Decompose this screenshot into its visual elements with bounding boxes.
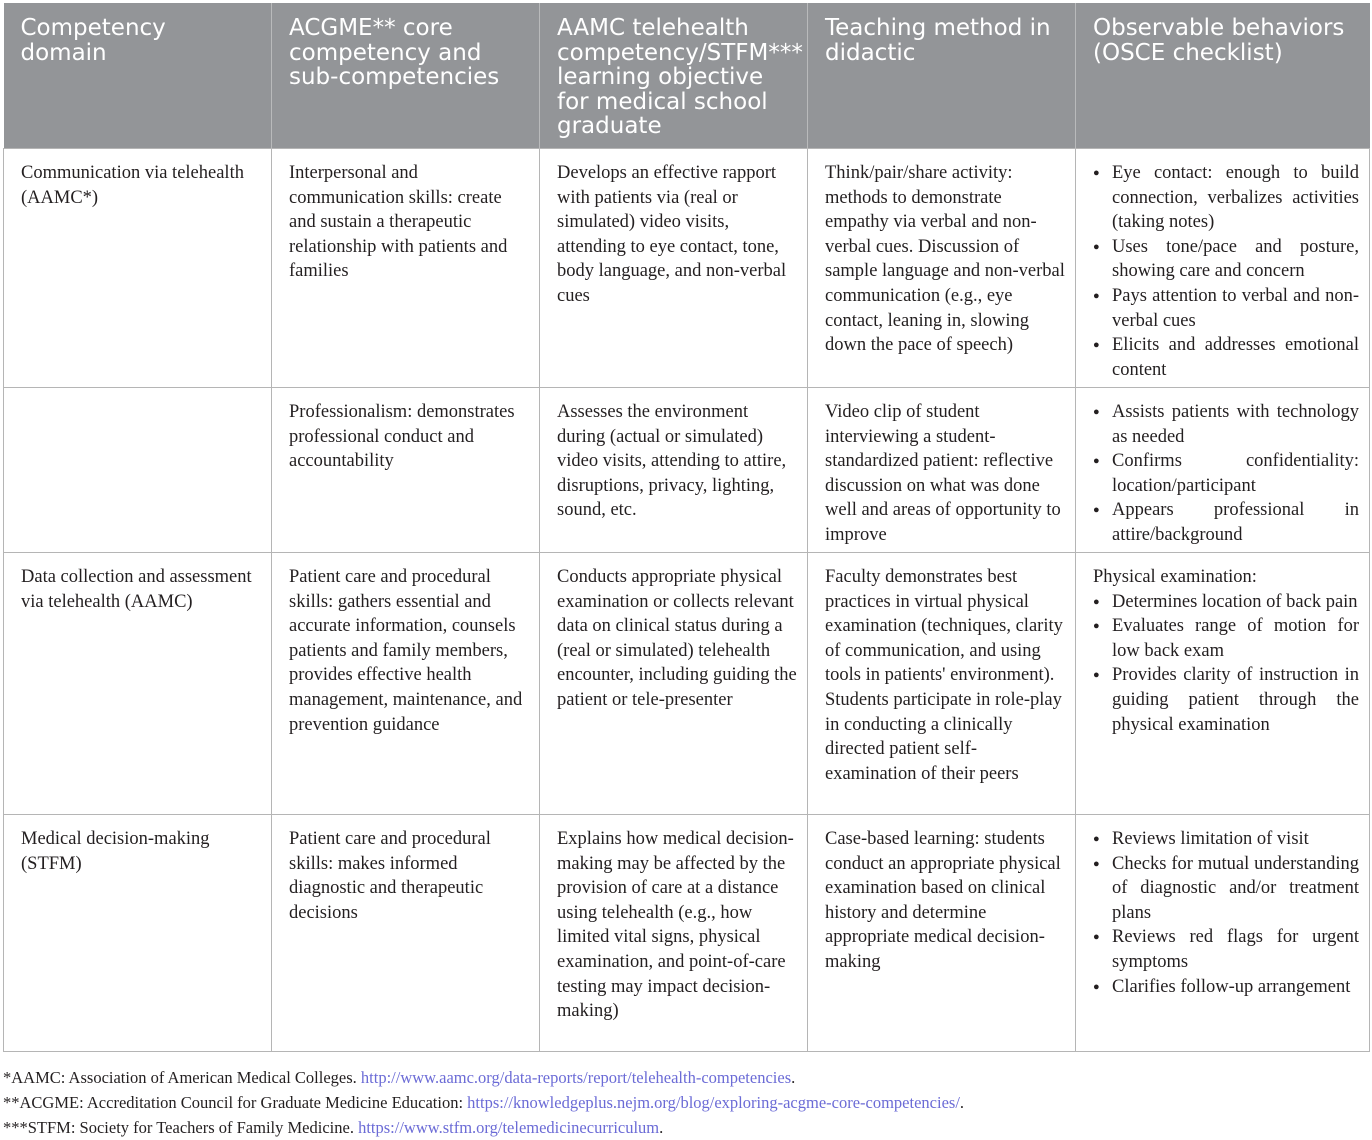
behavior-item: ● Reviews limitation of visit xyxy=(1093,827,1359,852)
behavior-item: ● Eye contact: enough to build connection, verbalizes activities (taking notes) xyxy=(1093,161,1359,235)
cell-aamc: Assesses the environment during (actual or simulated) video visits, attending to attire, disruptions, privacy, lighting, sound, etc. xyxy=(540,388,808,553)
behavior-item: ● Clarifies follow-up arrangement xyxy=(1093,975,1359,1000)
footnote-link-acgme[interactable]: https://knowledgeplus.nejm.org/blog/exploring-acgme-core-competencies/ xyxy=(467,1092,960,1112)
table-row xyxy=(4,553,1370,815)
cell-aamc: Explains how medical decision-making may be affected by the provision of care at a distance using telehealth (e.g., how limited vital signs, physical examination, and point-of-care testing may impact decision-making) xyxy=(540,815,808,1052)
cell-acgme: Interpersonal and communication skills: create and sustain a therapeutic relationship with patients and families xyxy=(272,149,540,388)
cell-acgme: Professionalism: demonstrates professional conduct and accountability xyxy=(272,388,540,553)
footnote-stfm: ***STFM: Society for Teachers of Family Medicine. https://www.stfm.org/telemedicinecurriculum. xyxy=(3,1117,664,1137)
footnote-link-aamc[interactable]: http://www.aamc.org/data-reports/report/telehealth-competencies xyxy=(360,1068,792,1087)
behaviors-list xyxy=(1093,400,1359,548)
cell-behaviors xyxy=(1076,553,1370,815)
behaviors-list xyxy=(1093,827,1359,999)
cell-aamc: Develops an effective rapport with patients via (real or simulated) video visits, attending to eye contact, tone, body language, and non-verbal cues xyxy=(540,149,808,388)
header-teaching-method: Teaching method in didactic xyxy=(808,3,1076,149)
table-row xyxy=(4,815,1370,1052)
cell-aamc: Conducts appropriate physical examination or collects relevant data on clinical status during a (real or simulated) telehealth encounter, including guiding the patient or tele-presenter xyxy=(540,553,808,815)
behavior-item: ● Assists patients with technology as needed xyxy=(1093,400,1359,449)
competency-table-container xyxy=(3,3,1369,1052)
cell-domain xyxy=(4,388,272,553)
behavior-item: ● Appears professional in attire/background xyxy=(1093,498,1359,547)
cell-behaviors xyxy=(1076,815,1370,1052)
footnotes xyxy=(3,1066,964,1140)
cell-behaviors xyxy=(1076,149,1370,388)
behavior-item: ● Confirms confidentiality: location/participant xyxy=(1093,449,1359,498)
cell-teaching: Faculty demonstrates best practices in virtual physical examination (techniques, clarity of communication, and using tools in patients' environment). Students participate in role-play in conducting a clinically directed patient self-examination of their peers xyxy=(808,553,1076,815)
behavior-item: ● Checks for mutual understanding of diagnostic and/or treatment plans xyxy=(1093,852,1359,926)
header-acgme-competency: ACGME** core competency and sub-competencies xyxy=(272,3,540,149)
cell-behaviors xyxy=(1076,388,1370,553)
footnote-acgme: **ACGME: Accreditation Council for Graduate Medicine Education: https://knowledgeplus.nejm.org/blog/exploring-acgme-core-competencies/. xyxy=(3,1092,965,1112)
behavior-item: ● Provides clarity of instruction in guiding patient through the physical examination xyxy=(1093,663,1359,737)
header-observable-behaviors: Observable behaviors (OSCE checklist) xyxy=(1076,3,1370,149)
header-aamc-objective: AAMC telehealth competency/STFM*** learning objective for medical school graduate xyxy=(540,3,808,149)
cell-teaching: Case-based learning: students conduct an appropriate physical examination based on clinical history and determine appropriate medical decision-making xyxy=(808,815,1076,1052)
cell-domain: Medical decision-making (STFM) xyxy=(4,815,272,1052)
behaviors-intro: Physical examination: xyxy=(1093,567,1257,587)
behaviors-list xyxy=(1093,590,1359,738)
cell-domain: Communication via telehealth (AAMC*) xyxy=(4,149,272,388)
behavior-item: ● Uses tone/pace and posture, showing care and concern xyxy=(1093,235,1359,284)
behavior-item: ● Pays attention to verbal and non-verbal cues xyxy=(1093,284,1359,333)
cell-domain: Data collection and assessment via telehealth (AAMC) xyxy=(4,553,272,815)
cell-acgme: Patient care and procedural skills: makes informed diagnostic and therapeutic decisions xyxy=(272,815,540,1052)
footnote-aamc: *AAMC: Association of American Medical Colleges. http://www.aamc.org/data-reports/report/telehealth-competencies. xyxy=(3,1068,796,1087)
behavior-item: ● Reviews red flags for urgent symptoms xyxy=(1093,925,1359,974)
header-row xyxy=(4,3,1370,149)
table-row xyxy=(4,149,1370,388)
cell-teaching: Video clip of student interviewing a student-standardized patient: reflective discussion on what was done well and areas of opportunity to improve xyxy=(808,388,1076,553)
behavior-item: ● Determines location of back pain xyxy=(1093,590,1359,615)
behavior-item: ● Evaluates range of motion for low back exam xyxy=(1093,614,1359,663)
footnote-link-stfm[interactable]: https://www.stfm.org/telemedicinecurriculum xyxy=(358,1117,660,1137)
cell-teaching: Think/pair/share activity: methods to demonstrate empathy via verbal and non-verbal cues. Discussion of sample language and non-verbal communication (e.g., eye contact, leaning in, slowing down the pace of speech) xyxy=(808,149,1076,388)
cell-acgme: Patient care and procedural skills: gathers essential and accurate information, counsels patients and family members, provides effective health management, maintenance, and prevention guidance xyxy=(272,553,540,815)
behaviors-list xyxy=(1093,161,1359,382)
behavior-item: ● Elicits and addresses emotional content xyxy=(1093,333,1359,382)
competency-table xyxy=(3,3,1370,1052)
header-competency-domain: Competency domain xyxy=(4,3,272,149)
table-row xyxy=(4,388,1370,553)
